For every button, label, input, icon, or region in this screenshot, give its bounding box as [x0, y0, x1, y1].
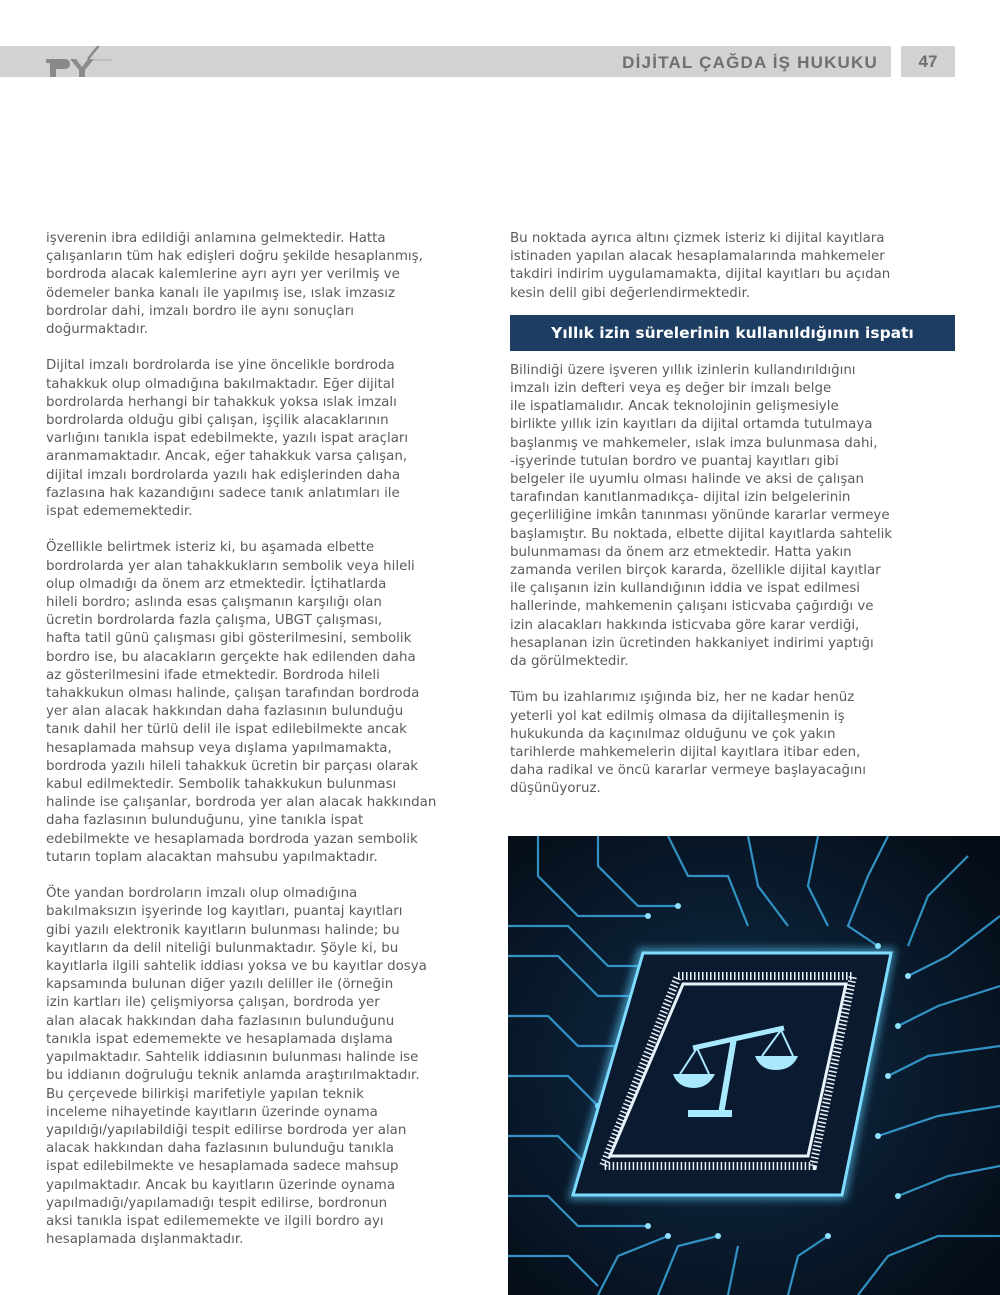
- circuit-board-illustration: [508, 836, 1000, 1295]
- paragraph: Özellikle belirtmek isteriz ki, bu aşamada elbette bordrolarda yer alan tahakkukların sembolik veya hileli olup olmadığı da önem arz etmektedir. İçtihatlarda hileli bordro; aslında esas çalışmanın karşılığı olan ücretin bordrolarda fazla çalışma, UBGT çalışması, hafta tatil günü çalışması gibi gösterilmesini, sembolik bordro ise, bu alacakların gerçekte hak edilenden daha az gösterilmesini ifade etmektedir. Bordroda hileli tahakkukun olması halinde, çalışan tarafından bordroda yer alan alacak hakkından daha fazlasının bulunduğu tanık dahil her türlü delil ile ispat edilebilmekte ancak hesaplamada mahsup veya dışlama yapılmamakta, bordroda yazılı hileli tahakkuk ücretin bir parçası olarak kabul edilmektedir. Sembolik tahakkukun bulunması halinde ise çalışanlar, bordroda yer alan alacak hakkından daha fazlasının bulunduğunu, yine tanıkla ispat edebilmekte ve hesaplamada bordroda yazan sembolik tutarın toplam alacaktan mahsubu yapılmaktadır.: [46, 540, 437, 865]
- paragraph: işverenin ibra edildiği anlamına gelmektedir. Hatta çalışanların tüm hak edişleri doğru şekilde hesaplanmış, bordroda alacak kalemlerine ayrı ayrı yer verilmiş ve ödemeler banka kanalı ile yapılmış ise, ıslak imzasız bordrolar dahi, imzalı bordro ile aynı sonuçları doğurmaktadır.: [46, 231, 423, 338]
- section-heading: Yıllık izin sürelerinin kullanıldığının ispatı: [510, 315, 955, 351]
- page-number: 47: [901, 46, 955, 77]
- paragraph: Dijital imzalı bordrolarda ise yine öncelikle bordroda tahakkuk olup olmadığına bakılmaktadır. Eğer dijital bordrolarda herhangi bir tahakkuk yoksa ıslak imzalı bordrolarda olduğu gibi çalışan, işçilik alacaklarının varlığını tanıkla ispat edebilmekte, yazılı ispat araçları aranmamaktadır. Ancak, eğer tahakkuk varsa çalışan, dijital imzalı bordrolarda yazılı hak edişlerinden daha fazlasına hak kazandığını sadece tanık anlatımları ile ispat edememektedir.: [46, 358, 409, 520]
- paragraph: Öte yandan bordroların imzalı olup olmadığına bakılmaksızın işyerinde log kayıtları, puantaj kayıtları gibi yazılı elektronik kayıtların bulunması halinde; bu kayıtların da delil niteliği bulunmaktadır. Şöyle ki, bu kayıtlarla ilgili sahtelik iddiası yoksa ve bu kayıtlar dosya kapsamında bulunan diğer yazılı deliller ile (örneğin izin kartları ile) çelişmiyorsa çalışan, bordroda yer alan alacak hakkından daha fazlasının bulunduğunu tanıkla ispat edememekte ve hesaplamada dışlama yapılmaktadır. Sahtelik iddiasının bulunması halinde ise bu iddianın doğruluğu teknik anlamda araştırılmaktadır. Bu çerçevede bilirkişi marifetiyle yapılan teknik inceleme nihayetinde kayıtların üzerinde oynama yapıldığı/yapılabildiği tespit edilirse bordroda yer alan alacak hakkından daha fazlasının bulunduğu tanıkla ispat edilebilmekte ve hesaplamada sadece mahsup yapılmaktadır. Ancak bu kayıtların üzerinde oynama yapılmadığı/yapılamadığı tespit edilirse, bordronun aksi tanıkla ispat edilememekte ve ilgili bordro ayı hesaplamada dışlanmaktadır.: [46, 886, 427, 1248]
- paragraph: Bu noktada ayrıca altını çizmek isteriz ki dijital kayıtlara istinaden yapılan alacak hesaplamalarında mahkemeler takdiri indirim uygulamamakta, dijital kayıtları bu açıdan kesin delil gibi değerlendirmektedir.: [510, 231, 891, 301]
- running-title: DİJİTAL ÇAĞDA İŞ HUKUKU: [622, 53, 878, 72]
- left-column: [46, 230, 494, 1268]
- circuit-chip-image: [508, 836, 1000, 1295]
- logo-icon: [44, 46, 114, 77]
- paragraph: Bilindiği üzere işveren yıllık izinlerin kullandırıldığını imzalı izin defteri veya eş değer bir imzalı belge ile ispatlamalıdır. Ancak teknolojinin gelişmesiyle birlikte yıllık izin kayıtları da dijital ortamda tutulmaya başlanmış ve mahkemeler, ıslak imza bulunmasa dahi, -işyerinde tutulan bordro ve puantaj kayıtları gibi belgeler ile uyumlu olması halinde ve aksi de çalışan tarafından kanıtlanmadıkça- dijital izin belgelerinin geçerliliğine imkân tanınması yönünde kararlar vermeye başlamıştır. Bu noktada, elbette dijital kayıtlarda sahtelik bulunmaması da önem arz etmektedir. Hatta yakın zamanda verilen birçok kararda, özellikle dijital kayıtlar ile çalışanın izin kullandığının iddia ve ispat edilmesi hallerinde, mahkemenin çalışanı isticvaba çağırdığı ve izin alacakları hakkında isticvaba göre karar verdiği, hesaplanan izin ücretinden hakkaniyet indirimi yaptığı da görülmektedir.: [510, 362, 893, 670]
- right-column: [510, 230, 960, 817]
- paragraph: Tüm bu izahlarımız ışığında biz, her ne kadar henüz yeterli yol kat edilmiş olmasa da dijitalleşmenin iş hukukunda da kaçınılmaz olduğunu ve çok yakın tarihlerde mahkemelerin dijital kayıtlara itibar eden, daha radikal ve öncü kararlar vermeye başlayacağını düşünüyoruz.: [510, 690, 866, 797]
